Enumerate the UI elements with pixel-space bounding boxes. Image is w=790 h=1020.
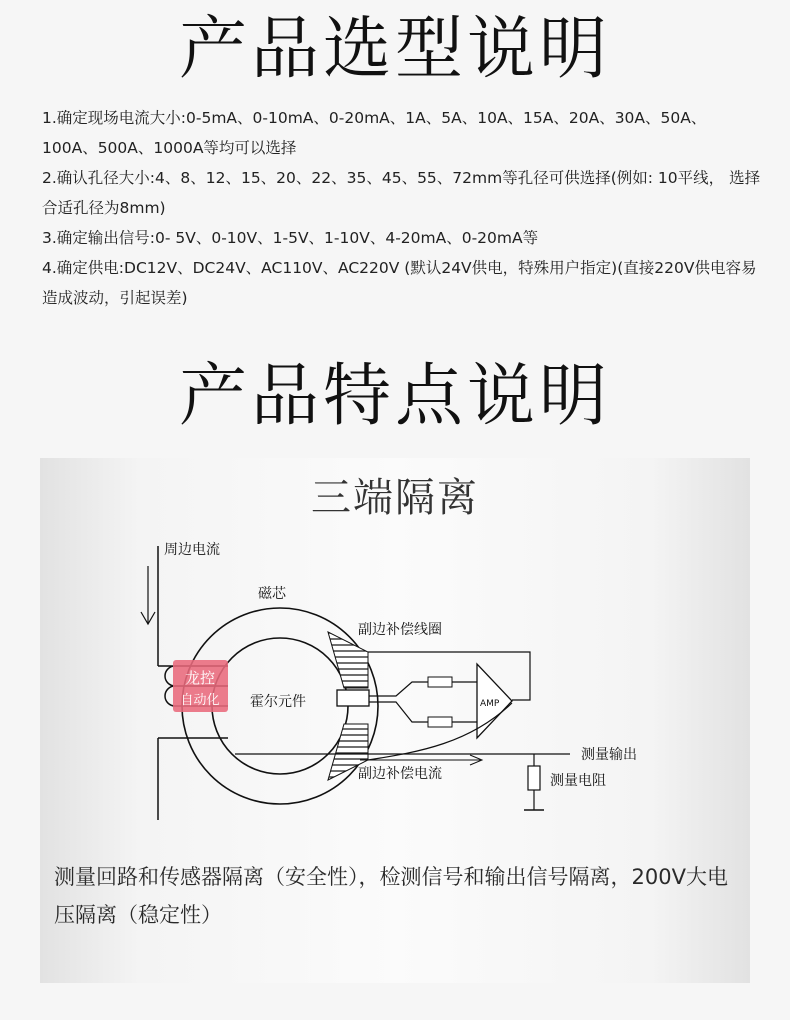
- secondary-coil: [328, 632, 368, 688]
- panel-title: 三端隔离: [311, 475, 479, 521]
- selection-item: 1.确定现场电流大小:0-5mA、0-10mA、0-20mA、1A、5A、10A、15A、20A、30A、50A、100A、500A、1000A等均可以选择: [42, 109, 707, 157]
- label-amp: AMP: [480, 699, 500, 709]
- watermark-stamp: [173, 660, 228, 712]
- selection-heading: 产品选型说明: [178, 10, 611, 89]
- selection-item: 4.确定供电:DC12V、DC24V、AC110V、AC220V (默认24V供电，特殊用户指定)(直接220V供电容易造成波动，引起误差): [42, 259, 757, 307]
- label-output: 测量输出: [581, 747, 637, 763]
- label-primary-current: 周边电流: [164, 542, 220, 558]
- label-core: 磁芯: [258, 586, 286, 602]
- selection-item: 2.确认孔径大小:4、8、12、15、20、22、35、45、55、72mm等孔径可供选择(例如: 10平线， 选择合适孔径为8mm): [42, 169, 761, 217]
- label-comp-current: 副边补偿电流: [358, 766, 442, 782]
- features-heading: 产品特点说明: [178, 357, 611, 436]
- label-hall: 霍尔元件: [250, 694, 306, 710]
- stamp-line1: 龙控: [184, 669, 216, 687]
- coil-wire: [368, 652, 530, 700]
- hall-element: [337, 690, 369, 706]
- label-secondary-coil: 副边补偿线圈: [358, 622, 442, 638]
- isolation-diagram: [40, 528, 750, 848]
- stamp-line2: 自动化: [180, 693, 220, 708]
- signal-resistor: [428, 717, 452, 727]
- signal-resistor: [428, 677, 452, 687]
- measurement-resistor: [528, 766, 540, 790]
- selection-item: 3.确定输出信号:0- 5V、0-10V、1-5V、1-10V、4-20mA、0-20mA等: [42, 229, 539, 247]
- selection-list: [42, 103, 762, 313]
- label-resistor: 测量电阻: [550, 773, 606, 789]
- isolation-panel: [40, 458, 750, 983]
- panel-description: 测量回路和传感器隔离（安全性），检测信号和输出信号隔离，200V大电压隔离（稳定性）: [54, 865, 728, 927]
